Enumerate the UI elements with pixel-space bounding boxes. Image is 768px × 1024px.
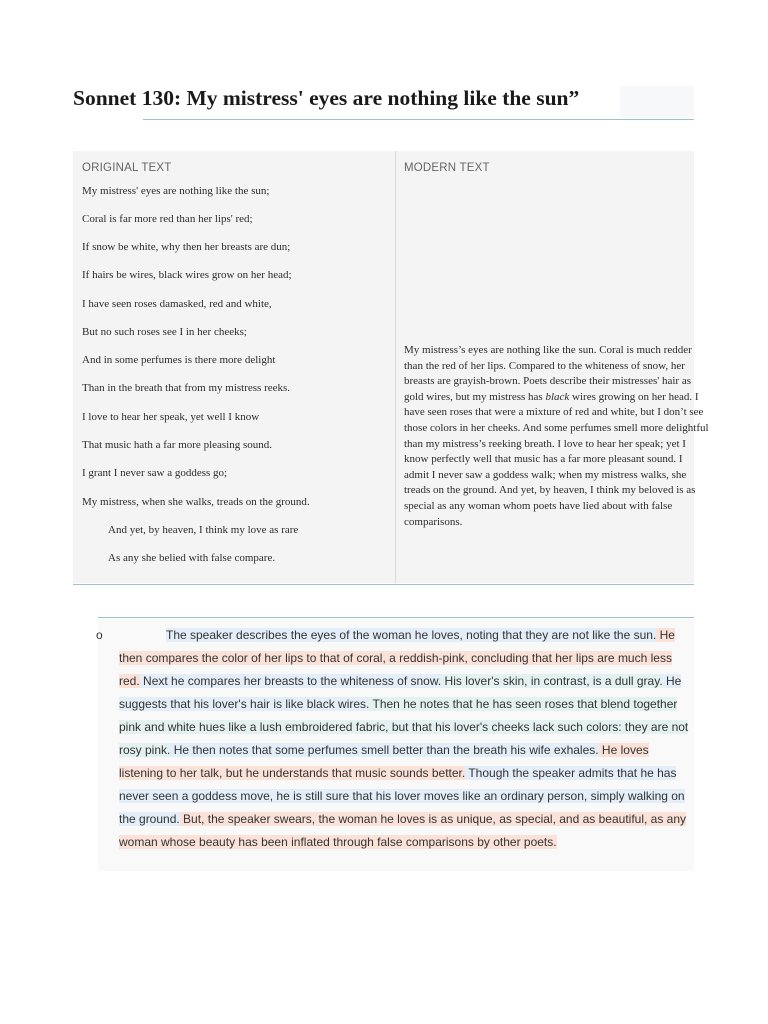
sonnet-line: If hairs be wires, black wires grow on her head; [82, 269, 292, 281]
sonnet-line: That music hath a far more pleasing sound. [82, 439, 273, 451]
summary-sentence: Though the speaker admits that he has never seen a goddess move, he is still sure that his lover moves like an ordinary person, simply walking on the ground. [119, 766, 685, 826]
modern-text-part: My mistress’s eyes are nothing like the sun. Coral is much redder than the red of her lips. Compared to the whiteness of snow, her breasts are grayish-brown. Poets describe their mistresses' hair as gold wires, but my mistress has [404, 344, 692, 403]
summary-top-rule [98, 617, 694, 618]
summary-sentence: He then notes that some perfumes smell better than the breath his wife exhales. [170, 743, 599, 757]
summary-sentence: He then compares the color of her lips to that of coral, a reddish-pink, concluding that her lips are much less red. [119, 628, 675, 688]
sonnet-line: My mistress, when she walks, treads on the ground. [82, 496, 310, 508]
sonnet-line: I love to hear her speak, yet well I know [82, 411, 260, 423]
summary-sentence: The speaker describes the eyes of the woman he loves, noting that they are not like the sun. [166, 628, 657, 642]
title-divider [143, 119, 694, 120]
summary-sentence: Next he compares her breasts to the whiteness of snow. [139, 674, 442, 688]
sonnet-line: I have seen roses damasked, red and white, [82, 298, 272, 310]
summary-sentence: He suggests that his lover's hair is like black wires. [119, 674, 682, 711]
sonnet-line: And in some perfumes is there more delight [82, 354, 276, 366]
sonnet-line: Than in the breath that from my mistress reeks. [82, 382, 291, 394]
modern-text-emphasis: black [545, 390, 570, 403]
sonnet-line: My mistress' eyes are nothing like the sun; [82, 185, 270, 197]
modern-text-part: wires growing on her head. I have seen roses that were a mixture of red and white, but I don’t see those colors in her cheeks. And some perfumes smell more delightful than my mistress’s reeking breath. I love to hear her speak; yet I know perfectly well that music has a far more pleasant sound. I admit I never saw a goddess walk; when my mistress walks, she treads on the ground. And yet, by heaven, I think my beloved is as special as any woman whom poets have lied about with false comparisons. [404, 390, 709, 528]
original-text-header: ORIGINAL TEXT [82, 162, 172, 174]
sonnet-line: But no such roses see I in her cheeks; [82, 326, 247, 338]
summary-sentence: But, the speaker swears, the woman he loves is as unique, as special, and as beautiful, as any woman whose beauty has been inflated through false comparisons by other poets. [119, 812, 687, 849]
sonnet-line: Coral is far more red than her lips' red; [82, 213, 253, 225]
sonnet-line: And yet, by heaven, I think my love as rare [108, 524, 299, 536]
sonnet-line: I grant I never saw a goddess go; [82, 467, 228, 479]
sonnet-line: If snow be white, why then her breasts are dun; [82, 241, 291, 253]
column-divider [395, 151, 396, 583]
summary-sentence: His lover's skin, in contrast, is a dull gray. [441, 674, 663, 688]
summary-sentence: He loves listening to her talk, but he understands that music sounds better. [119, 743, 649, 780]
summary-sentence: Then he notes that he has seen roses that blend together pink and white hues like a lush embroidered fabric, but that his lover's cheeks lack such colors: they are not rosy pink. [119, 697, 689, 757]
page-title: Sonnet 130: My mistress' eyes are nothing like the sun” [73, 86, 580, 110]
table-bottom-rule [73, 584, 694, 585]
sonnet-line: As any she belied with false compare. [108, 552, 276, 564]
title-shade [620, 86, 694, 118]
summary-paragraph [119, 624, 695, 854]
summary-bullet: o [96, 628, 103, 642]
modern-text-paragraph [404, 343, 710, 530]
modern-text-header: MODERN TEXT [404, 162, 490, 174]
